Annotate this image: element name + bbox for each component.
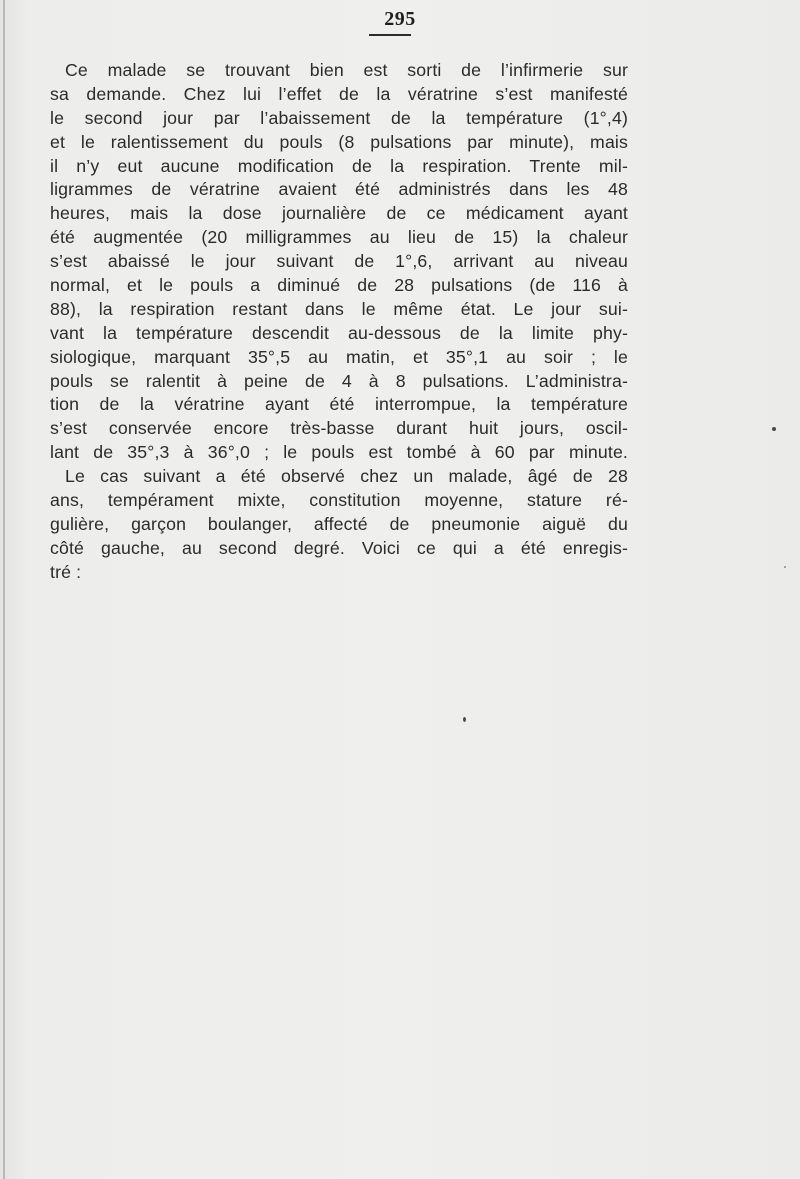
- text-line: ans, tempérament mixte, constitution moyenne, stature ré-: [50, 490, 628, 511]
- text-line: gulière, garçon boulanger, affecté de pneumonie aiguë du: [50, 513, 628, 534]
- text-line: 88), la respiration restant dans le même état. Le jour sui-: [50, 298, 628, 319]
- text-line: il n’y eut aucune modification de la respiration. Trente mil-: [50, 155, 628, 176]
- text-line: vant la température descendit au-dessous de la limite phy-: [50, 322, 628, 343]
- text-line: ligrammes de vératrine avaient été administrés dans les 48: [50, 179, 628, 200]
- body-text: [50, 59, 628, 585]
- text-line: heures, mais la dose journalière de ce médicament ayant: [50, 203, 628, 224]
- text-line: le second jour par l’abaissement de la température (1°,4): [50, 107, 628, 128]
- text-line: lant de 35°,3 à 36°,0 ; le pouls est tombé à 60 par minute.: [50, 442, 628, 463]
- page-edge-shadow: [3, 0, 5, 1179]
- text-line: côté gauche, au second degré. Voici ce qui a été enregis-: [50, 537, 628, 558]
- paper-speck: [784, 566, 786, 568]
- text-line: tion de la vératrine ayant été interrompue, la température: [50, 394, 628, 415]
- text-line: normal, et le pouls a diminué de 28 pulsations (de 116 à: [50, 275, 628, 296]
- text-line: siologique, marquant 35°,5 au matin, et 35°,1 au soir ; le: [50, 346, 628, 367]
- page-number-underline: [369, 34, 411, 36]
- text-line: s’est conservée encore très-basse durant huit jours, oscil-: [50, 418, 628, 439]
- text-line: Ce malade se trouvant bien est sorti de l’infirmerie sur: [65, 60, 628, 80]
- paper-speck: [772, 427, 776, 431]
- text-line: été augmentée (20 milligrammes au lieu de 15) la chaleur: [50, 227, 628, 248]
- page-number: 295: [384, 8, 416, 30]
- paper-speck: [463, 717, 466, 722]
- text-line: pouls se ralentit à peine de 4 à 8 pulsations. L’administra-: [50, 370, 628, 391]
- text-line: et le ralentissement du pouls (8 pulsations par minute), mais: [50, 131, 628, 152]
- text-line: tré :: [50, 561, 82, 582]
- text-line: sa demande. Chez lui l’effet de la vératrine s’est manifesté: [50, 83, 628, 104]
- text-line: s’est abaissé le jour suivant de 1°,6, arrivant au niveau: [50, 251, 628, 272]
- text-line: Le cas suivant a été observé chez un malade, âgé de 28: [65, 466, 628, 487]
